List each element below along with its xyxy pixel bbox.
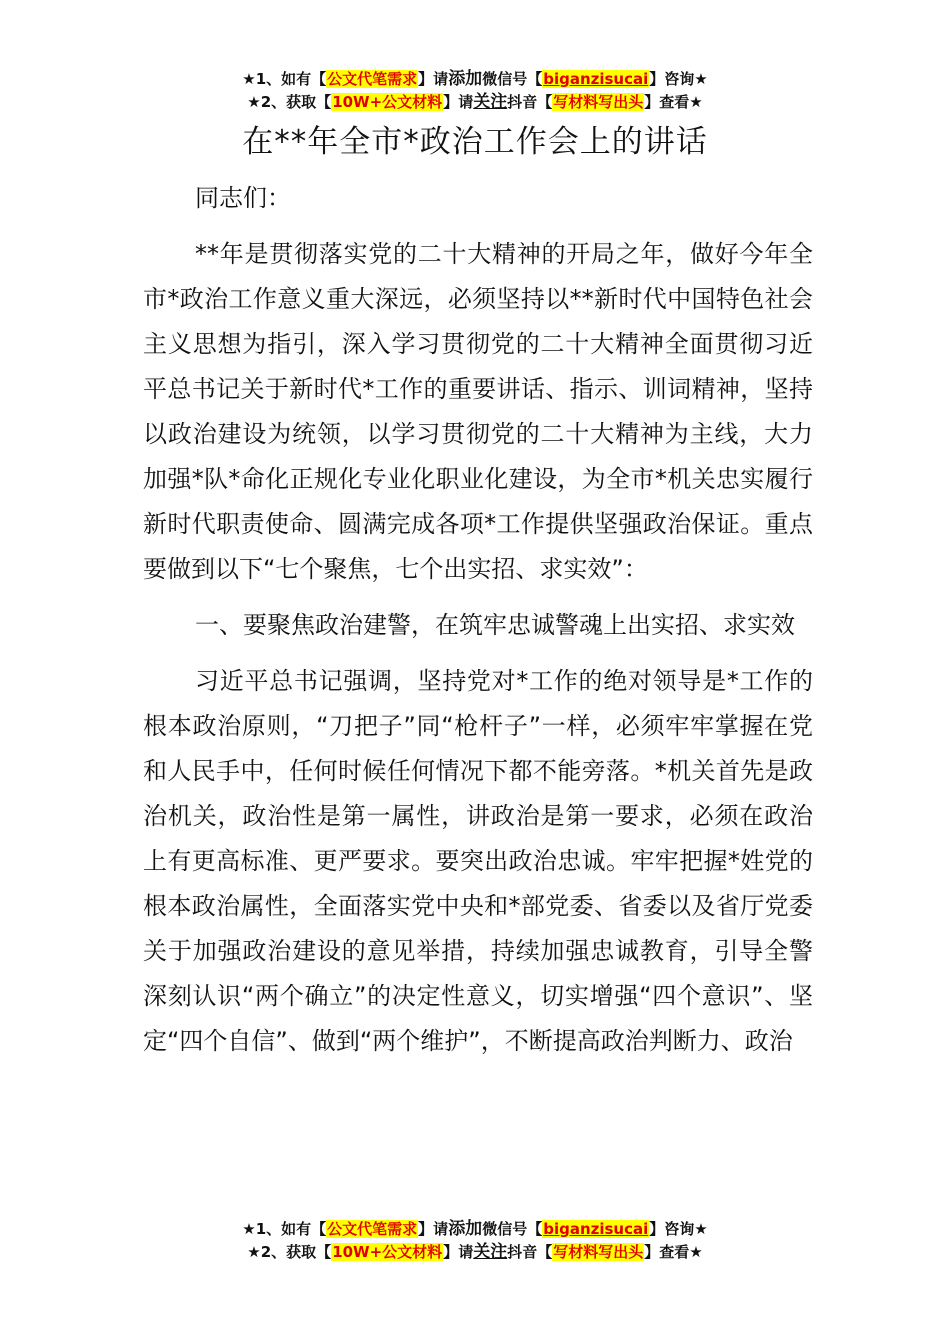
- banner-line-1: [0, 68, 950, 91]
- banner-line-2: [0, 91, 950, 114]
- banner-text: 】请: [443, 93, 474, 111]
- document-body: [143, 176, 813, 1064]
- salutation: 同志们：: [195, 184, 291, 212]
- banner-highlight: 写材料写出头: [553, 1243, 644, 1261]
- banner-text: ★1、如有【: [242, 70, 327, 88]
- banner-emphasis: 关注: [473, 1242, 508, 1262]
- banner-text: ★1、如有【: [242, 1220, 327, 1238]
- banner-highlight: 公文代笔需求: [327, 1220, 418, 1238]
- banner-text: 】查看★: [644, 1243, 703, 1261]
- banner-text: 】咨询★: [649, 1220, 708, 1238]
- banner-highlight: 10W+公文材料: [332, 93, 443, 111]
- banner-text: 抖音【: [507, 93, 553, 111]
- banner-text: ★2、获取【: [247, 1243, 332, 1261]
- banner-text: ★2、获取【: [247, 93, 332, 111]
- banner-text: 】请: [418, 1220, 449, 1238]
- banner-line-1: [0, 1218, 950, 1241]
- banner-wechat-id[interactable]: biganzisucai: [543, 1220, 649, 1238]
- paragraph: 习近平总书记强调，坚持党对*工作的绝对领导是*工作的根本政治原则，“刀把子”同“枪杆子”一样，必须牢牢掌握在党和人民手中，任何时候任何情况下都不能旁落。*机关首先是政治机关，政治性是第一属性，讲政治是第一要求，必须在政治上有更高标准、更严要求。要突出政治忠诚。牢牢把握*姓党的根本政治属性，全面落实党中央和*部党委、省委以及省厅党委关于加强政治建设的意见举措，持续加强忠诚教育，引导全警深刻认识“两个确立”的决定性意义，切实增强“四个意识”、坚定“四个自信”、做到“两个维护”，不断提高政治判断力、政治: [143, 667, 813, 1055]
- banner-line-2: [0, 1241, 950, 1264]
- section-heading: 一、要聚焦政治建警，在筑牢忠诚警魂上出实招、求实效: [195, 611, 795, 639]
- banner-wechat-id[interactable]: biganzisucai: [543, 70, 649, 88]
- banner-emphasis: 关注: [473, 92, 508, 112]
- banner-text: 微信号【: [482, 1220, 543, 1238]
- banner-text: 】查看★: [644, 93, 703, 111]
- banner-highlight: 公文代笔需求: [327, 70, 418, 88]
- banner-emphasis: 添加: [448, 1219, 483, 1239]
- banner-highlight: 写材料写出头: [553, 93, 644, 111]
- banner-text: 微信号【: [482, 70, 543, 88]
- paragraph: **年是贯彻落实党的二十大精神的开局之年，做好今年全市*政治工作意义重大深远，必须坚持以**新时代中国特色社会主义思想为指引，深入学习贯彻党的二十大精神全面贯彻习近平总书记关于新时代*工作的重要讲话、指示、训词精神，坚持以政治建设为统领，以学习贯彻党的二十大精神为主线，大力加强*队*命化正规化专业化职业化建设，为全市*机关忠实履行新时代职责使命、圆满完成各项*工作提供坚强政治保证。重点要做到以下“七个聚焦，七个出实招、求实效”：: [143, 240, 813, 583]
- banner-text: 抖音【: [507, 1243, 553, 1261]
- header-banner: [0, 68, 950, 114]
- footer-banner: [0, 1218, 950, 1264]
- banner-text: 】咨询★: [649, 70, 708, 88]
- banner-highlight: 10W+公文材料: [332, 1243, 443, 1261]
- banner-text: 】请: [443, 1243, 474, 1261]
- banner-emphasis: 添加: [448, 69, 483, 89]
- document-title: 在**年全市*政治工作会上的讲话: [242, 124, 708, 160]
- banner-text: 】请: [418, 70, 449, 88]
